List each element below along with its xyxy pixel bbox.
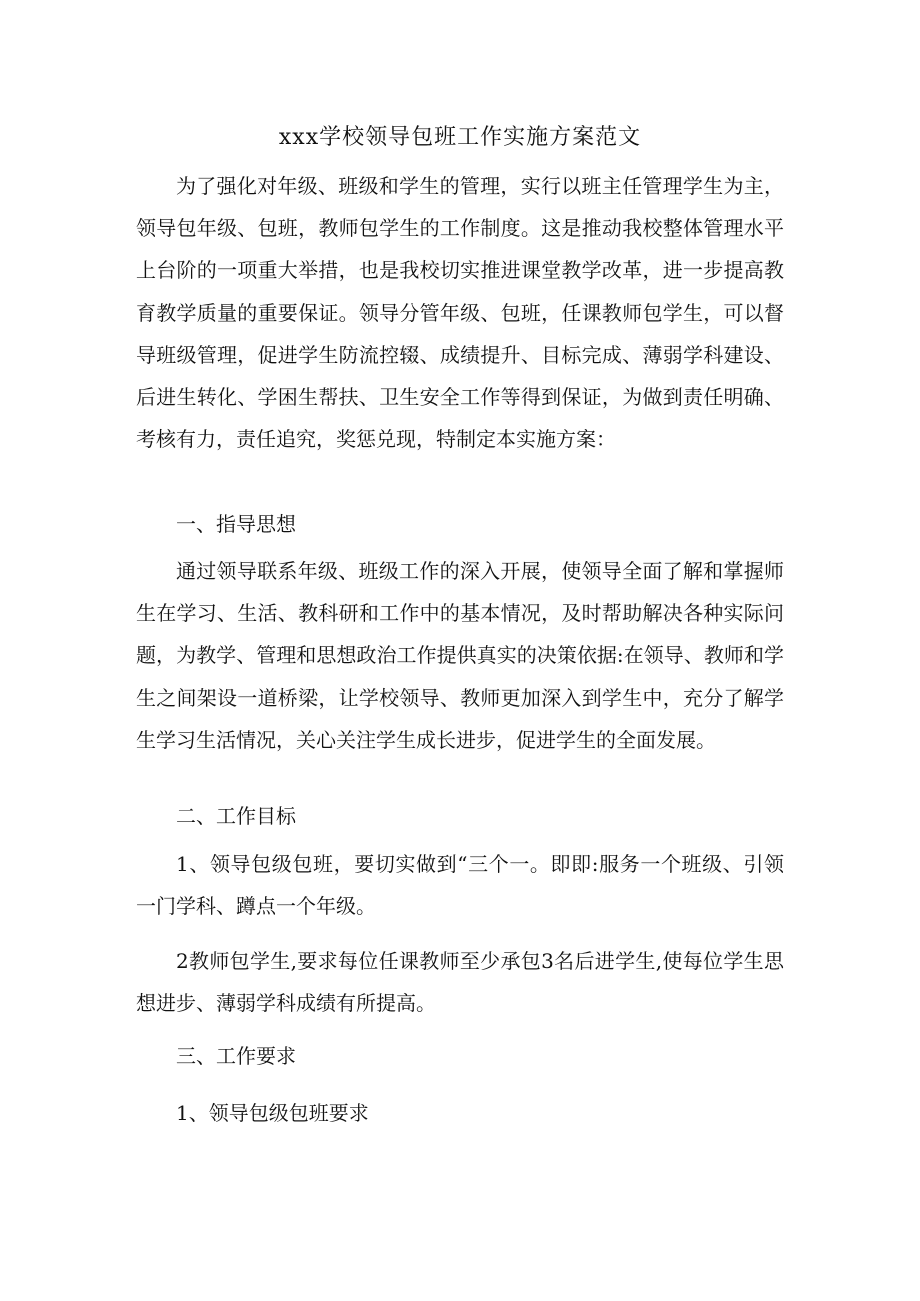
section-heading-guiding-ideology: 一、指导思想: [176, 512, 296, 536]
work-goal-item-1: 1、领导包级包班，要切实做到“三个一。即即:服务一个班级、引领一门学科、蹲点一个年级。: [136, 852, 784, 919]
section-heading-work-goals: 二、工作目标: [176, 804, 296, 828]
work-goal-item-2: 2教师包学生,要求每位任课教师至少承包3名后进学生,使每位学生思想进步、薄弱学科成绩有所提高。: [136, 949, 784, 1016]
section-heading-work-requirements: 三、工作要求: [176, 1044, 296, 1068]
work-requirement-item-1: 1、领导包级包班要求: [176, 1101, 369, 1125]
guiding-ideology-paragraph: 通过领导联系年级、班级工作的深入开展，使领导全面了解和掌握师生在学习、生活、教科研和工作中的基本情况，及时帮助解决各种实际问题，为教学、管理和思想政治工作提供真实的决策依据:在领导、教师和学生之间架设一道桥梁，让学校领导、教师更加深入到学生中，充分了解学生学习生活情况，关心关注学生成长进步，促进学生的全面发展。: [136, 559, 784, 752]
document-title: xxx学校领导包班工作实施方案范文: [278, 125, 642, 150]
intro-paragraph: 为了强化对年级、班级和学生的管理，实行以班主任管理学生为主，领导包年级、包班，教师包学生的工作制度。这是推动我校整体管理水平上台阶的一项重大举措，也是我校切实推进课堂教学改革，进一步提高教育教学质量的重要保证。领导分管年级、包班，任课教师包学生，可以督导班级管理，促进学生防流控辍、成绩提升、目标完成、薄弱学科建设、后进生转化、学困生帮扶、卫生安全工作等得到保证，为做到责任明确、考核有力，责任追究，奖惩兑现，特制定本实施方案：: [136, 174, 784, 452]
